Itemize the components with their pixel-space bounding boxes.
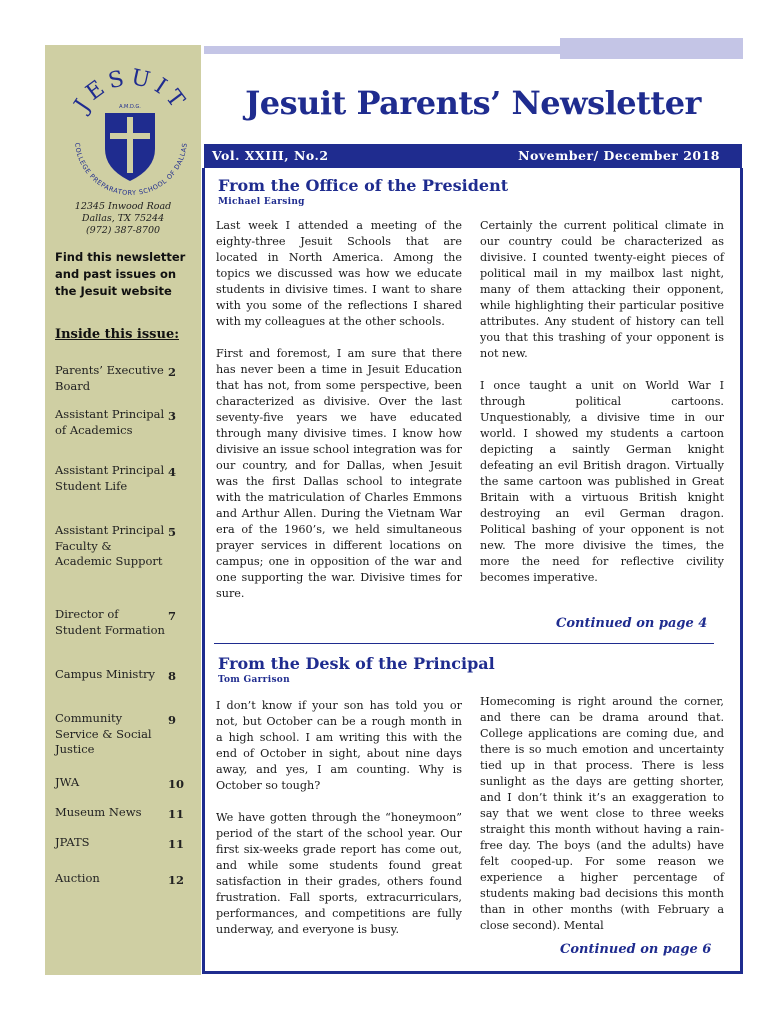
volume-bar bbox=[204, 144, 742, 168]
paragraph: Last week I attended a meeting of the eighty-three Jesuit Schools that are located in North America. Among the topics we discussed was how we educate students in divisive times. I want to share with you some of the reflections I shared with my colleagues at the other schools. bbox=[216, 219, 462, 328]
logo-arch-text: JESUIT bbox=[69, 65, 192, 117]
toc-label: Assistant Principal Student Life bbox=[55, 463, 165, 493]
address-phone: (972) 387-8700 bbox=[85, 225, 161, 236]
article-title: From the Office of the President bbox=[218, 176, 509, 195]
volume-number: Vol. XXIII, No.2 bbox=[212, 148, 329, 163]
continued-link[interactable]: Continued on page 6 bbox=[560, 942, 712, 957]
toc-page: 10 bbox=[168, 777, 185, 791]
frame-border bbox=[202, 971, 743, 974]
toc-label: Auction bbox=[55, 871, 100, 885]
school-address bbox=[45, 201, 201, 237]
school-logo-icon bbox=[63, 57, 197, 201]
article-author: Michael Earsing bbox=[218, 197, 305, 207]
continued-link[interactable]: Continued on page 4 bbox=[556, 616, 708, 631]
toc-label: Parents’ Executive Board bbox=[55, 363, 164, 393]
toc-page: 9 bbox=[168, 713, 177, 727]
find-newsletter-link[interactable]: Find this newsletter and past issues on the Jesuit website bbox=[55, 250, 186, 298]
paragraph: Certainly the current political climate in our country could be characterized as divisive. I counted twenty-eight pieces of political mail in my mailbox last night, many of them attacking their opponent, while highlighting their particular positive attributes. Any student of history can tell you that this trashing of your opponent is not new. bbox=[480, 219, 724, 360]
address-street: 12345 Inwood Road bbox=[74, 201, 172, 212]
toc-page: 2 bbox=[168, 365, 177, 379]
article-author: Tom Garrison bbox=[218, 675, 290, 685]
article-column-left bbox=[216, 698, 462, 938]
article-column-right bbox=[480, 694, 724, 934]
toc-page: 7 bbox=[168, 609, 177, 623]
newsletter-title: Jesuit Parents’ Newsletter bbox=[245, 84, 701, 122]
sidebar bbox=[45, 45, 201, 975]
toc-label: Director of Student Formation bbox=[55, 607, 165, 637]
toc-page: 4 bbox=[168, 465, 177, 479]
toc-label: Community Service & Social Justice bbox=[55, 711, 152, 756]
toc-page: 5 bbox=[168, 525, 177, 539]
article-column-left bbox=[216, 218, 462, 602]
inside-issue-heading: Inside this issue: bbox=[55, 327, 180, 342]
toc-label: Assistant Principal Faculty & Academic Support bbox=[55, 523, 165, 568]
toc-page: 11 bbox=[168, 807, 185, 821]
paragraph: I once taught a unit on World War I through political cartoons. Unquestionably, a divisive time in our world. I showed my students a cartoon depicting a saintly German knight defeating an evil British dragon. Virtually the same cartoon was published in Great Britain with a virtuous British knight destroying an evil German dragon. Political bashing of your opponent is not new. The more divisive the times, the more the need for reflective civility becomes imperative. bbox=[480, 379, 724, 584]
address-city: Dallas, TX 75244 bbox=[81, 213, 165, 224]
toc-page: 12 bbox=[168, 873, 185, 887]
toc-label: JWA bbox=[55, 775, 80, 789]
toc-label: Museum News bbox=[55, 805, 142, 819]
paragraph: First and foremost, I am sure that there has never been a time in Jesuit Education that has not, from some perspective, been characterized as divisive. Over the last seventy-five years we have educated through many divisive times. I know how divisive an issue school integration was for our country, and for Dallas, when Jesuit was the first Dallas school to integrate with the matriculation of Charles Emmons and Arthur Allen. During the Vietnam War era of the 1960’s, we held simultaneous prayer services in different locations on campus; one in opposition of the war and one supporting the war. Divisive times for sure. bbox=[216, 347, 462, 600]
logo-ring-text: COLLEGE PREPARATORY SCHOOL OF DALLAS bbox=[73, 142, 189, 198]
svg-text:JESUIT bbox=[69, 65, 192, 118]
toc-label: Campus Ministry bbox=[55, 667, 155, 681]
issue-date: November/ December 2018 bbox=[518, 148, 720, 163]
paragraph: We have gotten through the “honeymoon” period of the start of the school year. Our first six-weeks grade report has come out, and while some students found great satisfaction in their grades, others found frustration. Fall sports, extracurriculars, performances, and competitions are fully underway, and everyone is busy. bbox=[216, 811, 462, 936]
toc-label: Assistant Principal of Academics bbox=[55, 407, 165, 437]
masthead-accent bbox=[560, 38, 743, 59]
frame-border bbox=[202, 168, 205, 974]
toc-label: JPATS bbox=[55, 835, 90, 849]
toc-page: 3 bbox=[168, 409, 177, 423]
article-title: From the Desk of the Principal bbox=[218, 654, 495, 673]
toc-page: 8 bbox=[168, 669, 177, 683]
article-column-right bbox=[480, 218, 724, 586]
paragraph: Homecoming is right around the corner, and there can be drama around that. College applications are coming due, and there is so much emotion and uncertainty tied up in that process. There is less sunlight as the days are getting shorter, and I don’t think it’s an exaggeration to say that we went close to three weeks straight this month without having a rain-free day. The boys (and the adults) have felt cooped-up. For some reason we experience a higher percentage of students making bad decisions this month than in other months (with February a close second). Mental bbox=[480, 695, 724, 932]
section-divider bbox=[214, 643, 714, 644]
toc-page: 11 bbox=[168, 837, 185, 851]
paragraph: I don’t know if your son has told you or not, but October can be a rough month in a high school. I am writing this with the end of October in sight, about nine days away, and yes, I am counting. Why is October so tough? bbox=[216, 699, 462, 792]
logo-motto: A.M.D.G. bbox=[119, 104, 141, 110]
frame-border bbox=[740, 168, 743, 974]
